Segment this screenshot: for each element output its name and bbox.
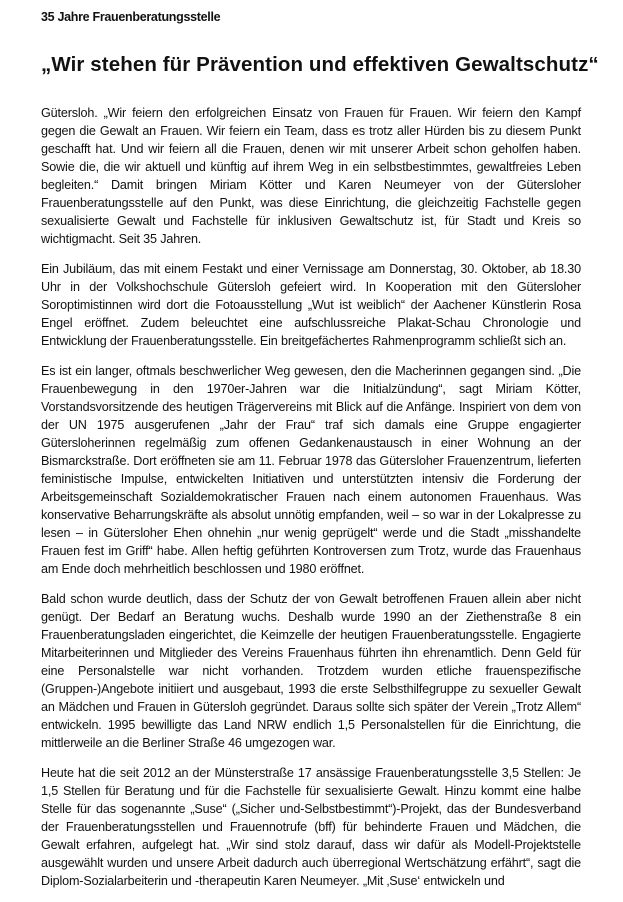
paragraph-intro: Gütersloh. „Wir feiern den erfolgreichen Einsatz von Frauen für Frauen. Wir feiern den Kampf gegen die Gewalt an Frauen. Wir feiern ein Team, dass es trotz aller Hürden bis zu diesem Punkt geschafft hat. Und wir feiern all die Frauen, denen wir mit unserer Arbeit schon geholfen haben. Sowie die, die wir aktuell und künftig auf ihrem Weg in ein selbstbestimmtes, gewaltfreies Leben begleiten.“ Damit bringen Miriam Kötter und Karen Neumeyer von der Gütersloher Frauenberatungsstelle auf den Punkt, was diese Einrichtung, die gleichzeitig Fachstelle gegen sexualisierte Gewalt und Fachstelle für inklusiven Gewaltschutz ist, für Stadt und Kreis so wichtigmacht. Seit 35 Jahren. [41, 106, 581, 246]
article-kicker: 35 Jahre Frauenberatungsstelle [41, 10, 221, 24]
article-body [41, 104, 581, 902]
paragraph-today: Heute hat die seit 2012 an der Münsterstraße 17 ansässige Frauenberatungsstelle 3,5 Stellen: Je 1,5 Stellen für Beratung und für die Fachstelle für sexualisierte Gewalt. Hinzu kommt eine halbe Stelle für das sogenannte „Suse“ („Sicher und-Selbstbestimmt“)-Projekt, das der Bundesverband der Frauenberatungsstellen und Frauennotrufe (bff) für behinderte Frauen und Mädchen, die Gewalt erfahren, aufgelegt hat. „Wir sind stolz darauf, dass wir dafür als Modell-Projektstelle ausgewählt wurden und unsere Arbeit dadurch auch überregional Wertschätzung erfährt“, sagt die Diplom-Sozialarbeiterin und -therapeutin Karen Neumeyer. „Mit ‚Suse‘ entwickeln und [41, 766, 581, 888]
paragraph-jubilee-event: Ein Jubiläum, das mit einem Festakt und einer Vernissage am Donnerstag, 30. Oktober, ab 18.30 Uhr in der Volkshochschule Gütersloh gefeiert wird. In Kooperation mit den Gütersloher Soroptimistinnen wird dort die Fotoausstellung „Wut ist weiblich“ der Aachener Künstlerin Rosa Engel eröffnet. Zudem beleuchtet eine aufschlussreiche Plakat-Schau Chronologie und Entwicklung der Frauenberatungsstelle. Ein breitgefächertes Rahmenprogramm schließt sich an. [41, 262, 581, 348]
article-headline: „Wir stehen für Prävention und effektiven Gewaltschutz“ [41, 53, 599, 76]
paragraph-counseling-founding: Bald schon wurde deutlich, dass der Schutz der von Gewalt betroffenen Frauen allein aber nicht genügt. Der Bedarf an Beratung wuchs. Deshalb wurde 1990 an der Ziethenstraße 8 ein Frauenberatungsladen eingerichtet, die Keimzelle der heutigen Frauenberatungsstelle. Engagierte Mitarbeiterinnen und Mitglieder des Vereins Frauenhaus führten ihn ehrenamtlich. Denn Geld für eine Personalstelle war nicht vorhanden. Trotzdem wurden etliche frauenspezifische (Gruppen-)Angebote initiiert und ausgebaut, 1993 die erste Selbsthilfegruppe zu sexueller Gewalt an Mädchen und Frauen in Gütersloh gegründet. Daraus sollte sich später der Verein „Trotz Allem“ entwickeln. 1995 bewilligte das Land NRW endlich 1,5 Personalstellen für die Einrichtung, die mittlerweile an die Berliner Straße 46 umgezogen war. [41, 592, 581, 750]
paragraph-history-origins: Es ist ein langer, oftmals beschwerlicher Weg gewesen, den die Macherinnen gegangen sind. „Die Frauenbewegung in den 1970er-Jahren war die Initialzündung“, sagt Miriam Kötter, Vorstandsvorsitzende des heutigen Trägervereins mit Blick auf die Anfänge. Inspiriert von dem von der UN 1975 ausgerufenen „Jahr der Frau“ traf sich damals eine Gruppe engagierter Gütersloherinnen regelmäßig zum offenen Gedankenaustausch in einer Wohnung an der Bismarckstraße. Dort eröffneten sie am 11. Februar 1978 das Gütersloher Frauenzentrum, lieferten feministische Impulse, entwickelten Initiativen und unterstützten intensiv die Forderung der Arbeitsgemeinschaft Sozialdemokratischer Frauen nach einem autonomen Frauenhaus. Was konservative Beharrungskräfte als absolut unnötig empfanden, weil – so war in der Lokalpresse zu lesen – in Gütersloher Ehen ohnehin „nur wenig geprügelt“ werde und die Stadt „misshandelte Frauen fest im Griff“ habe. Allen heftig geführten Kontroversen zum Trotz, wurde das Frauenhaus am Ende doch mehrheitlich beschlossen und 1980 eröffnet. [41, 364, 581, 576]
